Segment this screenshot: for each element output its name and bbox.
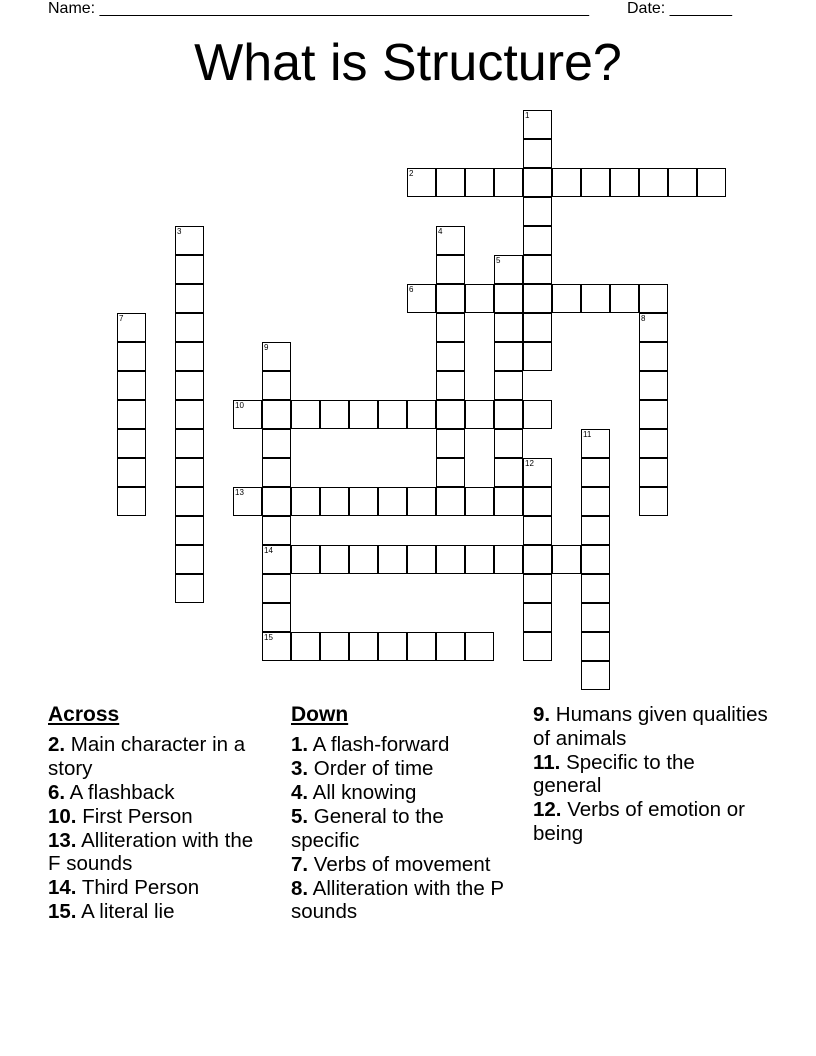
clue-across-14 — [48, 876, 263, 900]
grid-cell[interactable] — [233, 400, 262, 429]
clue-text: Order of time — [308, 757, 434, 780]
down-clues — [291, 703, 506, 924]
grid-cell[interactable] — [523, 313, 552, 342]
grid-cell[interactable] — [697, 168, 726, 197]
grid-cell[interactable] — [233, 487, 262, 516]
grid-cell[interactable] — [407, 284, 436, 313]
cell-number: 10 — [235, 401, 244, 410]
grid-cell[interactable] — [436, 342, 465, 371]
clue-number: 1. — [291, 733, 309, 756]
grid-cell[interactable] — [639, 429, 668, 458]
grid-cell[interactable] — [465, 168, 494, 197]
grid-cell[interactable] — [117, 458, 146, 487]
grid-cell[interactable] — [378, 487, 407, 516]
grid-cell[interactable] — [581, 168, 610, 197]
grid-cell[interactable] — [494, 371, 523, 400]
grid-cell[interactable] — [465, 545, 494, 574]
clue-text: Alliteration with the P sounds — [291, 876, 504, 923]
grid-cell[interactable] — [494, 429, 523, 458]
grid-cell[interactable] — [117, 400, 146, 429]
grid-cell[interactable] — [465, 284, 494, 313]
clue-text: A flashback — [65, 780, 175, 804]
clue-text: Specific to the general — [533, 750, 695, 797]
clue-down-5 — [291, 805, 506, 852]
clue-text: A flash-forward — [308, 733, 450, 756]
clue-text: Third Person — [76, 876, 200, 899]
grid-cell[interactable] — [639, 487, 668, 516]
clue-text: Verbs of movement — [308, 852, 491, 876]
grid-cell[interactable] — [175, 574, 204, 603]
grid-cell[interactable] — [436, 458, 465, 487]
grid-cell[interactable] — [465, 632, 494, 661]
grid-cell[interactable] — [639, 284, 668, 313]
grid-cell[interactable] — [523, 603, 552, 632]
grid-cell[interactable] — [610, 284, 639, 313]
grid-cell[interactable] — [494, 400, 523, 429]
cell-number: 9 — [264, 343, 269, 352]
grid-cell[interactable] — [436, 429, 465, 458]
grid-cell[interactable] — [581, 545, 610, 574]
grid-cell[interactable] — [117, 313, 146, 342]
grid-cell[interactable] — [175, 342, 204, 371]
grid-cell[interactable] — [262, 632, 291, 661]
grid-cell[interactable] — [581, 429, 610, 458]
grid-cell[interactable] — [407, 632, 436, 661]
grid-cell[interactable] — [523, 342, 552, 371]
clue-number: 9. — [533, 703, 551, 726]
grid-cell[interactable] — [436, 313, 465, 342]
grid-cell[interactable] — [494, 255, 523, 284]
grid-cell[interactable] — [581, 458, 610, 487]
grid-cell[interactable] — [436, 400, 465, 429]
grid-cell[interactable] — [494, 168, 523, 197]
down-heading: Down — [291, 703, 349, 726]
cell-number: 8 — [641, 314, 646, 323]
down-clues-continued — [533, 703, 768, 846]
clue-number: 2. — [48, 733, 66, 756]
grid-cell[interactable] — [407, 400, 436, 429]
grid-cell[interactable] — [262, 574, 291, 603]
clue-down-4 — [291, 781, 506, 805]
clue-text: All knowing — [308, 781, 417, 804]
cell-number: 15 — [264, 633, 273, 642]
grid-cell[interactable] — [175, 313, 204, 342]
clue-down-1 — [291, 733, 506, 757]
grid-cell[interactable] — [175, 400, 204, 429]
cell-number: 1 — [525, 111, 530, 120]
grid-cell[interactable] — [494, 342, 523, 371]
grid-cell[interactable] — [320, 487, 349, 516]
grid-cell[interactable] — [581, 661, 610, 690]
clue-number: 6. — [48, 780, 66, 804]
grid-cell[interactable] — [668, 168, 697, 197]
cell-number: 2 — [409, 169, 414, 178]
grid-cell[interactable] — [465, 400, 494, 429]
grid-cell[interactable] — [262, 516, 291, 545]
grid-cell[interactable] — [523, 197, 552, 226]
clue-across-13 — [48, 829, 263, 876]
grid-cell[interactable] — [262, 342, 291, 371]
clue-number: 13. — [48, 828, 77, 852]
grid-cell[interactable] — [349, 545, 378, 574]
grid-cell[interactable] — [581, 574, 610, 603]
grid-cell[interactable] — [523, 168, 552, 197]
name-field: Name: _______________________________________________________ — [48, 0, 589, 17]
clue-text: First Person — [76, 804, 193, 828]
grid-cell[interactable] — [175, 458, 204, 487]
grid-cell[interactable] — [523, 516, 552, 545]
grid-cell[interactable] — [291, 545, 320, 574]
clue-down-9 — [533, 703, 768, 750]
grid-cell[interactable] — [494, 487, 523, 516]
grid-cell[interactable] — [175, 429, 204, 458]
grid-cell[interactable] — [378, 400, 407, 429]
grid-cell[interactable] — [494, 458, 523, 487]
grid-cell[interactable] — [175, 226, 204, 255]
clue-number: 5. — [291, 805, 309, 828]
grid-cell[interactable] — [523, 487, 552, 516]
grid-cell[interactable] — [262, 545, 291, 574]
grid-cell[interactable] — [349, 400, 378, 429]
grid-cell[interactable] — [639, 458, 668, 487]
grid-cell[interactable] — [175, 255, 204, 284]
clue-text: Verbs of emotion or being — [533, 798, 745, 845]
grid-cell[interactable] — [407, 545, 436, 574]
cell-number: 4 — [438, 227, 443, 236]
grid-cell[interactable] — [581, 487, 610, 516]
grid-cell[interactable] — [523, 110, 552, 139]
grid-cell[interactable] — [117, 371, 146, 400]
clue-across-2 — [48, 733, 263, 780]
cell-number: 3 — [177, 227, 182, 236]
grid-cell[interactable] — [523, 545, 552, 574]
cell-number: 14 — [264, 546, 273, 555]
grid-cell[interactable] — [494, 545, 523, 574]
grid-cell[interactable] — [117, 487, 146, 516]
grid-cell[interactable] — [552, 545, 581, 574]
clue-number: 8. — [291, 876, 309, 900]
grid-cell[interactable] — [378, 545, 407, 574]
grid-cell[interactable] — [175, 487, 204, 516]
grid-cell[interactable] — [552, 284, 581, 313]
clue-number: 11. — [533, 750, 561, 774]
grid-cell[interactable] — [291, 632, 320, 661]
clue-across-15 — [48, 900, 263, 924]
clue-number: 10. — [48, 804, 77, 828]
grid-cell[interactable] — [262, 371, 291, 400]
grid-cell[interactable] — [436, 632, 465, 661]
grid-cell[interactable] — [581, 284, 610, 313]
clue-text: Main character in a story — [48, 733, 246, 780]
cell-number: 13 — [235, 488, 244, 497]
clue-down-12 — [533, 798, 768, 845]
clue-text: Alliteration with the F sounds — [48, 828, 254, 875]
grid-cell[interactable] — [436, 226, 465, 255]
grid-cell[interactable] — [407, 487, 436, 516]
grid-cell[interactable] — [494, 284, 523, 313]
grid-cell[interactable] — [291, 400, 320, 429]
clue-number: 12. — [533, 798, 562, 821]
grid-cell[interactable] — [436, 371, 465, 400]
clue-across-10 — [48, 805, 263, 829]
grid-cell[interactable] — [552, 168, 581, 197]
grid-cell[interactable] — [291, 487, 320, 516]
grid-cell[interactable] — [639, 313, 668, 342]
grid-cell[interactable] — [349, 487, 378, 516]
grid-cell[interactable] — [523, 574, 552, 603]
cell-number: 7 — [119, 314, 124, 323]
grid-cell[interactable] — [523, 255, 552, 284]
grid-cell[interactable] — [262, 458, 291, 487]
grid-cell[interactable] — [117, 429, 146, 458]
grid-cell[interactable] — [262, 603, 291, 632]
grid-cell[interactable] — [639, 371, 668, 400]
grid-cell[interactable] — [523, 400, 552, 429]
clue-text: Humans given qualities of animals — [533, 703, 768, 750]
cell-number: 11 — [583, 430, 592, 439]
grid-cell[interactable] — [639, 168, 668, 197]
clue-number: 7. — [291, 852, 309, 876]
clue-number: 4. — [291, 781, 309, 804]
grid-cell[interactable] — [117, 342, 146, 371]
grid-cell[interactable] — [175, 516, 204, 545]
grid-cell[interactable] — [349, 632, 378, 661]
grid-cell[interactable] — [407, 168, 436, 197]
cell-number: 6 — [409, 285, 414, 294]
grid-cell[interactable] — [436, 255, 465, 284]
grid-cell[interactable] — [320, 632, 349, 661]
grid-cell[interactable] — [175, 284, 204, 313]
grid-cell[interactable] — [378, 632, 407, 661]
page-title: What is Structure? — [194, 34, 622, 92]
grid-cell[interactable] — [436, 487, 465, 516]
clue-down-3 — [291, 757, 506, 781]
grid-cell[interactable] — [436, 284, 465, 313]
grid-cell[interactable] — [523, 139, 552, 168]
grid-cell[interactable] — [523, 632, 552, 661]
grid-cell[interactable] — [175, 545, 204, 574]
grid-cell[interactable] — [523, 284, 552, 313]
grid-cell[interactable] — [639, 342, 668, 371]
grid-cell[interactable] — [581, 603, 610, 632]
clue-down-11 — [533, 751, 768, 798]
grid-cell[interactable] — [262, 400, 291, 429]
clue-number: 14. — [48, 876, 77, 899]
grid-cell[interactable] — [175, 371, 204, 400]
clue-number: 3. — [291, 757, 309, 780]
grid-cell[interactable] — [465, 487, 494, 516]
grid-cell[interactable] — [523, 458, 552, 487]
across-heading: Across — [48, 703, 120, 726]
clue-number: 15. — [48, 900, 77, 923]
grid-cell[interactable] — [610, 168, 639, 197]
date-field: Date: _______ — [627, 0, 732, 17]
grid-cell[interactable] — [262, 429, 291, 458]
clue-text: General to the specific — [291, 805, 444, 852]
cell-number: 5 — [496, 256, 501, 265]
grid-cell[interactable] — [436, 545, 465, 574]
grid-cell[interactable] — [523, 226, 552, 255]
grid-cell[interactable] — [436, 168, 465, 197]
across-clues — [48, 703, 263, 924]
grid-cell[interactable] — [320, 400, 349, 429]
grid-cell[interactable] — [320, 545, 349, 574]
grid-cell[interactable] — [639, 400, 668, 429]
cell-number: 12 — [525, 459, 534, 468]
grid-cell[interactable] — [581, 516, 610, 545]
clue-down-7 — [291, 853, 506, 877]
grid-cell[interactable] — [581, 632, 610, 661]
clue-down-8 — [291, 877, 506, 924]
grid-cell[interactable] — [494, 313, 523, 342]
clue-across-6 — [48, 781, 263, 805]
grid-cell[interactable] — [262, 487, 291, 516]
clue-text: A literal lie — [76, 900, 175, 923]
